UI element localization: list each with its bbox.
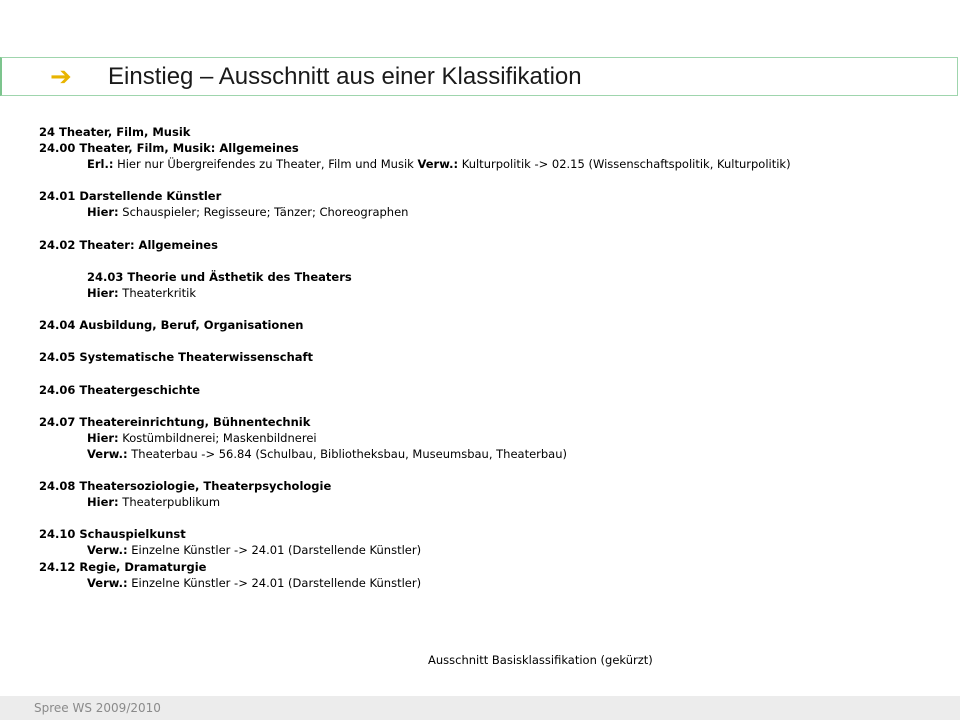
class-heading-24-05: 24.05 Systematische Theaterwissenschaft (39, 350, 314, 365)
note-label: Verw.: (87, 575, 128, 590)
note-text: Theaterkritik (118, 285, 196, 300)
note-label: Hier: (87, 285, 119, 300)
note-label: Hier: (87, 430, 119, 445)
note-label: Verw.: (87, 543, 128, 558)
note-text: Hier nur Übergreifendes zu Theater, Film und Musik (113, 157, 418, 172)
note-label: Erl.: (87, 157, 114, 172)
note-text: Schauspieler; Regisseure; Tänzer; Choreographen (118, 205, 409, 220)
footer-bar (0, 696, 960, 720)
class-note-24-03 (39, 285, 939, 301)
class-note-24-00 (39, 156, 939, 172)
classification-excerpt (39, 124, 939, 591)
right-arrow-icon: ➔ (50, 62, 72, 92)
note-label: Hier: (87, 205, 119, 220)
class-heading-24-00: 24.00 Theater, Film, Musik: Allgemeines (39, 141, 299, 156)
source-caption: Ausschnitt Basisklassifikation (gekürzt) (428, 653, 653, 667)
class-note-24-07-hier (39, 430, 939, 446)
class-heading-24-10: 24.10 Schauspielkunst (39, 527, 186, 542)
note-text: Theaterbau -> 56.84 (Schulbau, Bibliotheksbau, Museumsbau, Theaterbau) (127, 446, 568, 461)
note-label: Verw.: (417, 157, 459, 172)
note-text: Einzelne Künstler -> 24.01 (Darstellende Künstler) (127, 543, 422, 558)
note-text: Kulturpolitik -> 02.15 (Wissenschaftspolitik, Kulturpolitik) (458, 157, 791, 172)
slide-title: Einstieg – Ausschnitt aus einer Klassifikation (108, 63, 582, 90)
note-text: Einzelne Künstler -> 24.01 (Darstellende Künstler) (127, 575, 422, 590)
title-bar (0, 57, 958, 96)
class-note-24-10 (39, 542, 939, 558)
footer-text: Spree WS 2009/2010 (34, 701, 161, 715)
class-note-24-08 (39, 494, 939, 510)
class-heading-24-12: 24.12 Regie, Dramaturgie (39, 559, 207, 574)
class-note-24-01 (39, 204, 939, 220)
note-label: Hier: (87, 495, 119, 510)
note-label: Verw.: (87, 446, 128, 461)
class-heading-24: 24 Theater, Film, Musik (39, 125, 191, 139)
class-heading-24-06: 24.06 Theatergeschichte (39, 382, 201, 397)
class-heading-24-03: 24.03 Theorie und Ästhetik des Theaters (87, 269, 352, 284)
class-heading-24-07: 24.07 Theatereinrichtung, Bühnentechnik (39, 414, 311, 429)
class-heading-24-04: 24.04 Ausbildung, Beruf, Organisationen (39, 318, 304, 333)
class-heading-24-02: 24.02 Theater: Allgemeines (39, 237, 218, 252)
class-note-24-07-verw (39, 446, 939, 462)
class-heading-24-08: 24.08 Theatersoziologie, Theaterpsychologie (39, 479, 332, 494)
class-note-24-12 (39, 575, 939, 591)
class-heading-24-01: 24.01 Darstellende Künstler (39, 189, 222, 204)
note-text: Kostümbildnerei; Maskenbildnerei (118, 430, 317, 445)
note-text: Theaterpublikum (118, 495, 221, 510)
